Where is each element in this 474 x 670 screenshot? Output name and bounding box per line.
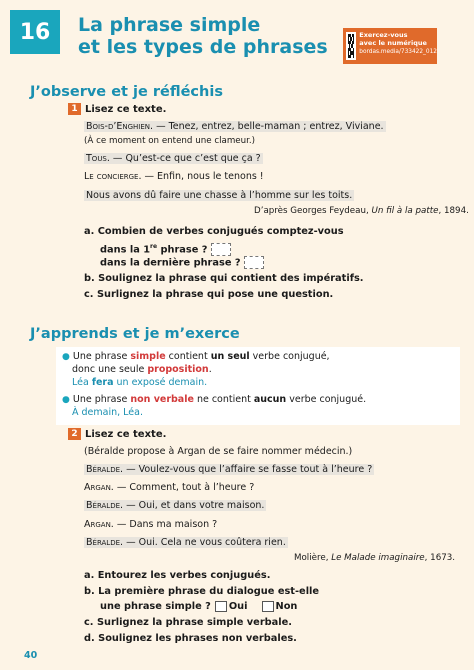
ex1-question-c: c. Surlignez la phrase qui pose une question. <box>84 289 334 300</box>
ex2-text-line3: Argan. — Comment, tout à l’heure ? <box>84 482 255 493</box>
ex2-stage-direction: (Béralde propose à Argan de se faire nommer médecin.) <box>84 446 353 457</box>
option-no-label: Non <box>275 601 298 612</box>
answer-box-last-sentence[interactable] <box>244 256 264 269</box>
rule-2-example: À demain, Léa. <box>72 407 143 418</box>
bullet-icon: ● <box>62 395 70 405</box>
ex1-stage-direction: (À ce moment on entend une clameur.) <box>84 136 256 146</box>
ex2-question-b: b. La première phrase du dialogue est-elle <box>84 586 320 597</box>
speaker: Béralde. <box>86 500 124 511</box>
option-yes-label: Oui <box>228 601 248 612</box>
chapter-title-line2: et les types de phrases <box>78 36 328 58</box>
rule-2: ● Une phrase non verbale ne contient aucun verbe conjugué. <box>62 394 367 405</box>
ex2-question-d: d. Soulignez les phrases non verbales. <box>84 633 297 644</box>
speaker: Tous. <box>86 153 110 164</box>
exercise-1-number: 1 <box>68 103 81 115</box>
ex2-source: Molière, Le Malade imaginaire, 1673. <box>294 553 456 563</box>
chapter-title <box>78 14 328 58</box>
page-number: 40 <box>24 650 38 661</box>
speaker: Argan. <box>84 519 114 530</box>
exercise-1-instruction: Lisez ce texte. <box>85 103 167 115</box>
ex1-text-line1: Bois-d’Enghien. — Tenez, entrez, belle-maman ; entrez, Viviane. <box>86 121 384 132</box>
exercise-1-header <box>68 103 166 115</box>
section-learn-title: J’apprends et je m’exerce <box>30 326 240 342</box>
digital-resource-link[interactable] <box>343 28 437 64</box>
rule-1-example: Léa fera un exposé demain. <box>72 377 208 388</box>
ex2-text-line6: Béralde. — Oui. Cela ne vous coûtera rien. <box>86 537 286 548</box>
speaker: Le concierge. <box>84 171 142 182</box>
digital-line1: Exercez-vous <box>359 31 408 39</box>
rule-1: ● Une phrase simple contient un seul verbe conjugué, <box>62 351 330 362</box>
exercise-2-instruction: Lisez ce texte. <box>85 428 167 440</box>
digital-resource-text <box>359 28 437 64</box>
speaker: Argan. <box>84 482 114 493</box>
exercise-2-number: 2 <box>68 428 81 440</box>
ex2-text-line2: Béralde. — Voulez-vous que l’affaire se fasse tout à l’heure ? <box>86 464 373 475</box>
speaker: Béralde. <box>86 464 124 475</box>
ex2-text-line5: Argan. — Dans ma maison ? <box>84 519 218 530</box>
ex1-source: D’après Georges Feydeau, Un fil à la patte, 1894. <box>254 206 469 216</box>
rule-1-line2: donc une seule proposition. <box>72 364 212 375</box>
chapter-number: 16 <box>10 10 60 54</box>
checkbox-yes[interactable] <box>215 601 227 612</box>
ex2-question-b-line2: une phrase simple ? Oui Non <box>100 601 298 612</box>
qr-code-icon <box>346 32 356 60</box>
section-observe-title: J’observe et je réfléchis <box>30 84 223 100</box>
ex1-text-line5: Nous avons dû faire une chasse à l’homme sur les toits. <box>86 190 353 201</box>
speaker: Béralde. <box>86 537 124 548</box>
bullet-icon: ● <box>62 352 70 362</box>
ex1-question-a: a. Combien de verbes conjugués comptez-vous <box>84 226 344 237</box>
ex1-question-a-line3: dans la dernière phrase ? <box>100 256 264 271</box>
exercise-2-header <box>68 428 166 440</box>
page-header <box>0 0 474 72</box>
digital-line2: avec le numérique <box>359 39 427 47</box>
ex2-question-c: c. Surlignez la phrase simple verbale. <box>84 617 292 628</box>
ex2-text-line4: Béralde. — Oui, et dans votre maison. <box>86 500 265 511</box>
ex2-question-a: a. Entourez les verbes conjugués. <box>84 570 271 581</box>
digital-link[interactable]: bordas.media/733422_012 <box>359 49 437 55</box>
ex1-question-b: b. Soulignez la phrase qui contient des impératifs. <box>84 273 364 284</box>
ex1-text-line3: Tous. — Qu’est-ce que c’est que ça ? <box>86 153 261 164</box>
checkbox-no[interactable] <box>262 601 274 612</box>
ex1-text-line4: Le concierge. — Enfin, nous le tenons ! <box>84 171 264 182</box>
ex1-question-a-line2: dans la 1re phrase ? <box>100 240 231 257</box>
chapter-title-line1: La phrase simple <box>78 14 261 36</box>
speaker: Bois-d’Enghien. <box>86 121 154 132</box>
answer-box-first-sentence[interactable] <box>211 243 231 256</box>
